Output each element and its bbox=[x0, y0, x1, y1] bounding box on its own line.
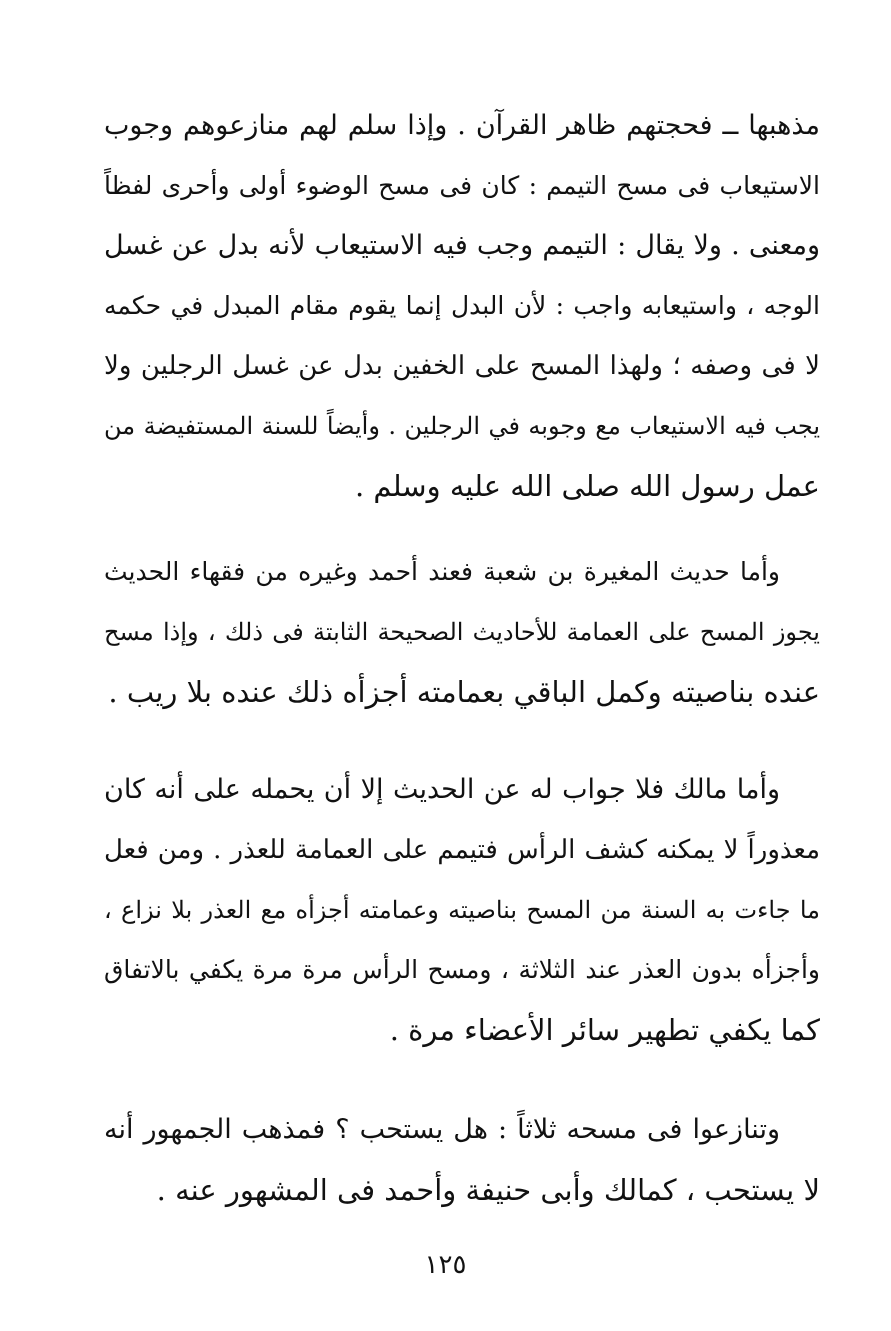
text-line: يجب فيه الاستيعاب مع وجوبه في الرجلين . وأيضاً للسنة المستفيضة من bbox=[104, 412, 820, 440]
text-line: عنده بناصيته وكمل الباقي بعمامته أجزأه ذلك عنده بلا ريب . bbox=[108, 675, 820, 709]
paragraph-2 bbox=[104, 542, 820, 722]
text-line: مذهبها ــ فحجتهم ظاهر القرآن . وإذا سلم لهم منازعوهم وجوب bbox=[104, 110, 820, 141]
paragraph-4 bbox=[104, 1100, 820, 1220]
text-line: وأما مالك فلا جواب له عن الحديث إلا أن يحمله على أنه كان bbox=[104, 774, 780, 805]
text-line: ما جاءت به السنة من المسح بناصيته وعمامته أجزأه مع العذر بلا نزاع ، bbox=[104, 896, 820, 924]
text-line: معذوراً لا يمكنه كشف الرأس فتيمم على العمامة للعذر . ومن فعل bbox=[104, 835, 820, 865]
text-line: ومعنى . ولا يقال : التيمم وجب فيه الاستيعاب لأنه بدل عن غسل bbox=[104, 230, 820, 261]
paragraph-1 bbox=[104, 96, 820, 516]
text-line: الوجه ، واستيعابه واجب : لأن البدل إنما يقوم مقام المبدل في حكمه bbox=[104, 291, 820, 320]
text-line: وتنازعوا فى مسحه ثلاثاً : هل يستحب ؟ فمذهب الجمهور أنه bbox=[104, 1114, 780, 1145]
text-line: الاستيعاب فى مسح التيمم : كان فى مسح الوضوء أولى وأحرى لفظاً bbox=[104, 171, 820, 200]
page-number: ١٢٥ bbox=[424, 1250, 467, 1280]
text-line: وأجزأه بدون العذر عند الثلاثة ، ومسح الرأس مرة مرة يكفي بالاتفاق bbox=[104, 955, 820, 984]
text-line: لا يستحب ، كمالك وأبى حنيفة وأحمد فى المشهور عنه . bbox=[156, 1173, 820, 1207]
text-line: وأما حديث المغيرة بن شعبة فعند أحمد وغيره من فقهاء الحديث bbox=[104, 557, 780, 586]
text-line: يجوز المسح على العمامة للأحاديث الصحيحة الثابتة فى ذلك ، وإذا مسح bbox=[104, 618, 820, 646]
text-line: لا فى وصفه ؛ ولهذا المسح على الخفين بدل عن غسل الرجلين ولا bbox=[104, 351, 820, 381]
paragraph-3 bbox=[104, 760, 820, 1060]
text-line: عمل رسول الله صلى الله عليه وسلم . bbox=[354, 469, 820, 503]
text-line: كما يكفي تطهير سائر الأعضاء مرة . bbox=[389, 1013, 820, 1047]
